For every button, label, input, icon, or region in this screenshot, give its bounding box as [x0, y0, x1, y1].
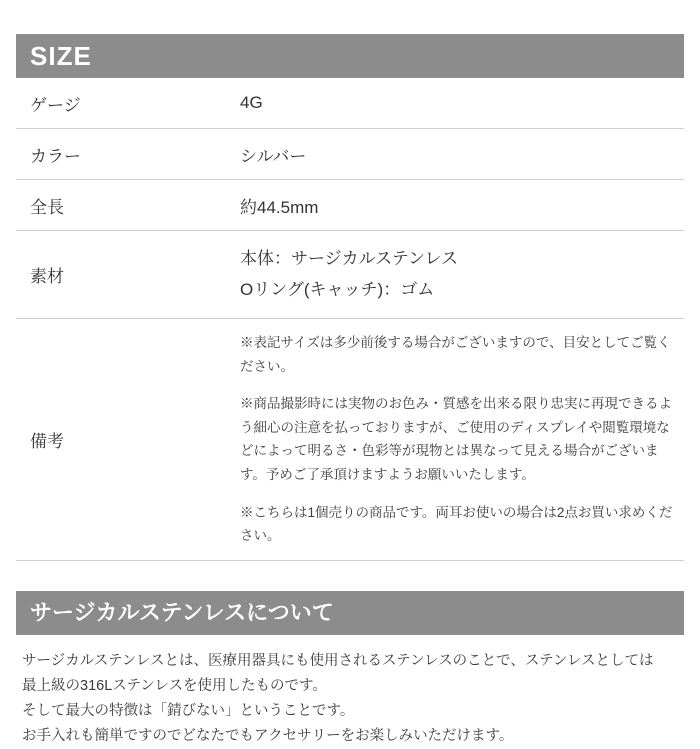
spec-label-gauge: ゲージ [30, 95, 81, 115]
table-row [16, 129, 684, 180]
spec-value-material [234, 231, 684, 319]
spec-label-material: 素材 [30, 266, 64, 286]
material-line-oring: Oリング(キャッチ)：ゴム [240, 280, 435, 300]
spec-table [16, 78, 684, 561]
about-line: そして最大の特徴は「錆びない」ということです。 [22, 702, 355, 719]
table-row [16, 318, 684, 560]
about-line: お手入れも簡単ですのでどなたでもアクセサリーをお楽しみいただけます。 [22, 727, 514, 744]
remark-paragraph: ※表記サイズは多少前後する場合がございますので、目安としてご覧ください。 [240, 334, 671, 374]
remark-paragraph: ※商品撮影時には実物のお色み・質感を出来る限り忠実に再現できるよう細心の注意を払っておりますが、ご使用のディスプレイや閲覧環境などによって明るさ・色彩等が現物とは異なって見える場合がございます。予めご了承頂けますようお願いいたします。 [240, 396, 672, 482]
table-row [16, 78, 684, 129]
spec-value-length: 約44.5mm [240, 197, 319, 217]
spec-label-length: 全長 [30, 197, 64, 217]
about-section-header [16, 591, 684, 635]
about-section-body [16, 635, 684, 749]
spec-value-remarks [234, 318, 684, 560]
about-line: 最上級の316Lステンレスを使用したものです。 [22, 677, 327, 694]
spec-label-remarks: 備考 [30, 431, 64, 451]
remark-paragraph: ※こちらは1個売りの商品です。両耳お使いの場合は2点お買い求めください。 [240, 504, 673, 544]
size-section-title: SIZE [30, 41, 92, 71]
about-surgical-stainless-section [16, 591, 684, 749]
spec-value-gauge: 4G [240, 93, 263, 112]
table-row [16, 180, 684, 231]
about-line: サージカルステンレスとは、医療用器具にも使用されるステンレスのことで、ステンレスとしては [22, 652, 654, 669]
size-section-header [16, 34, 684, 78]
size-section [16, 0, 684, 561]
spec-label-color: カラー [30, 146, 81, 166]
material-line-body: 本体：サージカルステンレス [240, 249, 459, 268]
about-section-title: サージカルステンレスについて [30, 599, 334, 625]
spec-value-color: シルバー [240, 146, 307, 166]
table-row [16, 231, 684, 319]
